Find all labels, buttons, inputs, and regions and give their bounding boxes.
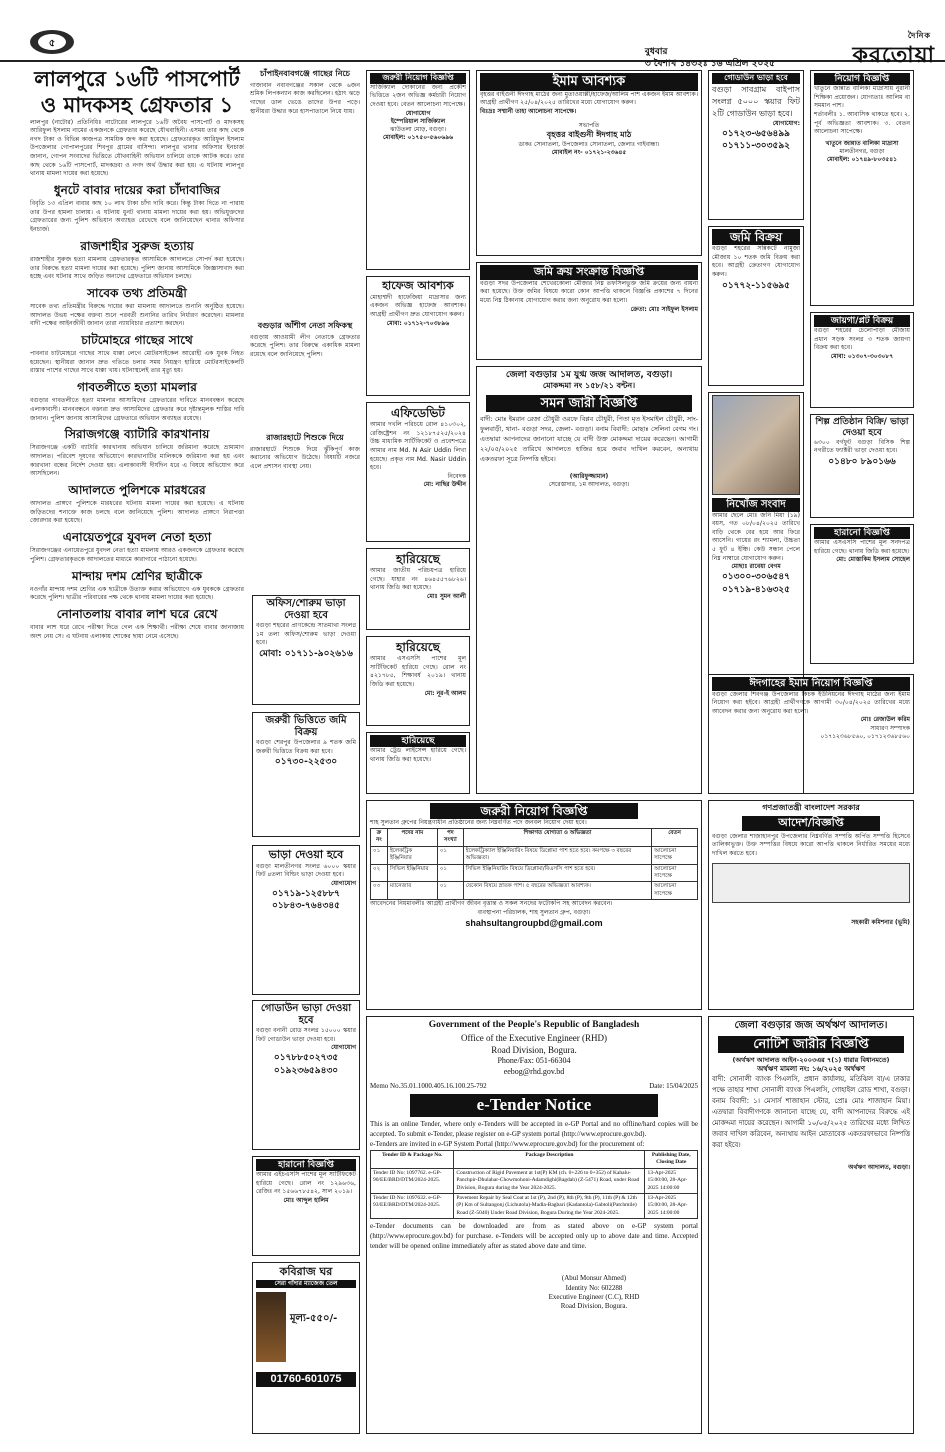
news-headline: এনায়েতপুরে যুবদল নেতা হত্যা — [62, 530, 212, 545]
table-row — [371, 1193, 698, 1218]
ad-phone: মোবা: ০১৩০৭-৩০৩০৮৭ — [830, 353, 894, 361]
issue-day: বুধবার — [644, 47, 668, 57]
ad-phone: মোবাইল: ০১৭৪৯-৮০৩৫৪১ — [826, 156, 897, 164]
table-header: Package Description — [454, 1150, 645, 1168]
table-row — [371, 864, 698, 882]
table-header: Tender ID & Package No. — [371, 1150, 454, 1168]
ad-title: নিখোঁজ সংবাদ — [712, 498, 800, 512]
ad-body: মোহাম্মদী হাফেজিয়া মাদ্রাসার জন্য একজন অভিজ্ঞ হাফেজ আবশ্যক। আগ্রহী প্রার্থীগণ দ্রুত যোগাযোগ করুন। — [370, 293, 466, 319]
ad-note: আবেদনের নিয়মাবলীঃ আগ্রহী প্রার্থীগণ জীবন বৃত্তান্ত ও সকল সনদের ফটোকপি সহ আবেদন করবেন। — [370, 900, 613, 908]
ad-title: কবিরাজ ঘর — [279, 1265, 333, 1278]
ad-sign: মো: নাছির উদ্দীন — [423, 481, 466, 489]
table-cell: ০১ — [437, 882, 463, 900]
table-cell: Tender ID No: 1097632. e-GP-93/EE/BRD/DTM/2024-2025. — [371, 1193, 454, 1218]
ad-phone: ০১৭২৩-৬৫৬৪৯৯ — [721, 128, 791, 139]
court-sub: (অর্থঋণ আদালত আইন-২০০৩এর ৭(১) ধারার বিধানমতে) — [732, 1056, 890, 1065]
ad-eidgah-imam — [708, 674, 914, 794]
ad-job-2 — [810, 70, 914, 306]
order-table — [712, 863, 910, 903]
ad-body: বগুড়া বনানী রোড সংলগ্ন ১৫০০০ স্কয়ার ফিট গোডাউন ভাড়া দেওয়া হবে। — [256, 1027, 356, 1043]
table-cell: ০৩ — [371, 882, 388, 900]
ad-phone: ০১৭৮৮৫০২৭৩৫ — [273, 1053, 339, 1064]
ad-phone: ০১৪৮০ ৮৯০১৬৬ — [828, 456, 896, 467]
ad-title: জরুরী ভিত্তিতে জমি বিক্রয় — [265, 715, 347, 738]
ad-sign-role: সেরেস্তাদার, ১ম আদালত, বগুড়া। — [548, 481, 630, 489]
ad-body: বগুড়া সাবগ্রাম বাইপাস সংলগ্ন ৫০০০ স্কয়ার ফিট ২টি গোডাউন ভাড়া হবে। — [712, 84, 800, 118]
ad-phone: মোবাইল নং- ০১৭২১-২৩৬৪৫ — [551, 148, 627, 156]
news-body: রাজশাহীর সুরুজ হত্যা মামলায় গ্রেফতারকৃত আসামিকে আদালতে সোপর্দ করা হয়েছে। তার বিরুদ্ধে হত্যা মামলা দায়ের করা হয়েছে। পুলিশ জানায় আসামিকে জিজ্ঞাসাবাদ করা হচ্ছে এবং ঘটনার সাথে জড়িত অন্যদের গ্রেফতারে অভিযান চলছে। — [30, 255, 244, 281]
ad-sign: ক্রেতা: মোঃ সাইফুল ইসলাম — [630, 305, 698, 313]
ad-sign-role: সাধারণ সম্পাদক — [870, 724, 910, 732]
page-number: ৫ — [48, 38, 56, 49]
ad-phone: মোবা: ০১৭১২-৭০৩৮৯৬ — [386, 319, 450, 327]
ad-body: আমার ছেলে মোঃ জনি মিয়া (১৯) বয়স, গত ০৮/০৪/২০২৫ তারিখে বাড়ি থেকে বের হয়ে আর ফিরে আসেনি। গায়ের রং শ্যামলা, উচ্চতা ৫ ফুট ৪ ইঞ্চি। কেউ সন্ধান পেলে নিম্ন নাম্বারে যোগাযোগ করুন। — [712, 511, 800, 562]
ad-office-rent — [252, 595, 360, 705]
table-header: শিক্ষাগত যোগ্যতা ও অভিজ্ঞতা — [463, 828, 651, 846]
tender-phone: Phone/Fax: 051-66304 — [497, 1056, 571, 1066]
tender-intro: This is an online Tender, where only e-Tenders will be accepted in e-GP Portal and no offline/hard copies will be accepted. To submit e-Tender, please register on e-GP system portal (http://www.eprocure.gov.bd). — [370, 1120, 698, 1138]
ad-title: হারানো বিজ্ঞপ্তি — [256, 1159, 356, 1171]
ad-industry — [810, 414, 914, 518]
news-body: সিরাজগঞ্জের এনায়েতপুরে যুবদল নেতা হত্যা মামলায় আরও একজনকে গ্রেফতার করেছে পুলিশ। গ্রেফতারকৃতকে আদালতের মাধ্যমে কারাগারে পাঠানো হয়েছে। — [30, 547, 244, 563]
ad-title: আদেশ/বিজ্ঞপ্তি — [742, 816, 880, 831]
tender-memo: Memo No.35.01.1000.405.16.100.25-792 — [370, 1081, 487, 1090]
ad-sign-label: সভাপতি — [578, 121, 600, 129]
ad-title: ইমাম আবশ্যক — [480, 73, 698, 91]
table-cell: সিভিল ইঞ্জিনিয়ারিং বিষয়ে ডিপ্লোমা/বিএসসি পাশ হতে হবে। — [463, 864, 651, 882]
ad-body: বৃহত্তর বাইগুনী ঈদগাহ মাঠের জন্য মুতাওয়াল্লী/হাফেজ/আলিম পাশ একজন ইমাম আবশ্যক। আগ্রহী প্রার্থীগণ ২৫/০৪/২০২৫ তারিখের মধ্যে যোগাযোগ করুন। — [480, 90, 698, 107]
ad-sign: মোছাঃ রাবেয়া বেগম — [731, 563, 781, 571]
ad-title: শিল্প প্রতিষ্ঠান বিক্রি/ ভাড়া দেওয়া হবে — [815, 417, 909, 438]
ad-body: বাদী: সোনালী ব্যাংক পিএলসি, প্রধান কার্যালয়, মতিঝিল বা/এ ঢাকার পক্ষে তাহার শাখা সোনালী ব্যাংক পিএলসি, গোহাইল রোড শাখা, বগুড়া। বনাম বিবাদী: ১। মেসার্স শাজাহান স্টোর, প্রোঃ মোঃ শাজাহান মিয়া। এতদ্বারা বিবাদীগণকে জানানো যাচ্ছে যে, বাদী আপনাদের বিরুদ্ধে এই মোকদ্দমা দায়ের করেছেন। আগামী ১০/০৫/২০২৫ তারিখের মধ্যে লিখিত জবাব দাখিল করিবেন, অন্যথায় আইন মোতাবেক একতরফাভাবে নিষ্পত্তি করা হইবে। — [712, 1075, 910, 1149]
ad-phone: ০১৭১৯-১২৫৮৮৭ — [271, 889, 341, 900]
news-headline: চাঁপাইনবাবগঞ্জে গাছের নিচে — [259, 69, 351, 78]
news-body: বগুড়ার গাবতলীতে হত্যা মামলার আসামিদের গ্রেফতারের দাবিতে মানববন্ধন করেছে এলাকাবাসী। মানববন্ধনে বক্তারা দ্রুত আসামিদের গ্রেফতার করে দৃষ্টান্তমূলক শাস্তির দাবি জানান। পুলিশ জানায় আসামিদের গ্রেফতারে অভিযান অব্যাহত রয়েছে। — [30, 397, 244, 422]
brand-small: দৈনিক — [907, 30, 931, 40]
ad-addr: ব্যবস্থাপনা পরিচালক, শাহ সুলতান গ্রুপ, বগুড়া। — [477, 908, 591, 916]
ad-body: সার্জিক্যাল দোকানের জন্য প্রকৌশ ভিত্তিতে ২জন অভিজ্ঞ কর্মচারী নিয়োগ দেওয়া হবে। বেতন আলোচনা সাপেক্ষে। — [370, 83, 466, 109]
ad-sign: মো: নূর-ই আলম — [424, 689, 466, 697]
news-headline: ধুনটে বাবার দায়ের করা চাঁদাবাজির — [53, 182, 221, 197]
news-headline: আদালতে পুলিশকে মারধরের — [68, 482, 206, 497]
ad-building-rent — [252, 845, 360, 995]
tender-sign-role: Executive Engineer (C.C), RHD — [548, 1292, 640, 1301]
news-body: রাজারহাটে শিশুকে দিয়ে ঝুঁকিপূর্ণ কাজ করানোর অভিযোগ উঠেছে। বিষয়টি নজরে এলে প্রশাসন ব্যবস্থা নেয়। — [250, 445, 360, 471]
ad-body: বাদী: মোঃ ইমরান রেজা চৌধুরী ওরফে বিপ্লব চৌধুরী, পিতা মৃত ইসমাইল চৌধুরী, সাং- ফুলবাড়ী, থানা- বগুড়া সদর, জেলা- বগুড়া। বনাম বিবাদী: মোছাঃ সেলিনা বেগম গং। এতদ্বারা আপনাদের জানানো যাচ্ছে যে বাদী উক্ত মোকদ্দমা দায়ের করেছেন। আগামী ২২/০৫/২০২৫ তারিখে আদালতে হাজির হয়ে জবাব দাখিল করবেন, অন্যথায় একতরফা সূত্রে নিষ্পত্তি হইবে। — [480, 415, 698, 464]
ad-body: ৬৩০০ বর্গফুট বগুড়া বিসিক শিল্প নগরীতে ফ্যাক্টরী ভাড়া দেওয়া হবে। — [814, 438, 910, 455]
ad-sign-label: নিবেদক — [447, 473, 466, 481]
ad-addr: ঝাউতলা মোড়, বগুড়া। — [389, 125, 446, 133]
ad-body: আমার এসএসসি পাশের মূল সার্টিফিকেট হারিয়ে গেছে। রোল নং ৪২১৭৮৫, শিক্ষাবর্ষ ২০১৯। থানায় জিডি করা হয়েছে। — [370, 655, 466, 689]
missing-person-photo — [712, 395, 800, 495]
ad-title: এফিডেভিট — [391, 406, 445, 420]
page-number-icon — [28, 28, 76, 56]
ad-contact-label: যোগাযোগ: — [772, 119, 800, 127]
ad-title: e-Tender Notice — [410, 1094, 658, 1117]
ad-contact-label: যোগাযোগ — [331, 1044, 356, 1052]
ad-body: বগুড়া শহরের সন্নিকটে নামুজা মৌজায় ১০ শতক জমি বিক্রয় করা হবে। আগ্রহী ক্রেতাগণ যোগাযোগ করুন। — [712, 245, 800, 279]
court-name: জেলা বগুড়ার জজ অর্থঋণ আদালত। — [734, 1020, 888, 1031]
ad-title: জমি বিক্রয় — [712, 229, 800, 245]
table-cell: ০১ — [371, 846, 388, 864]
table-cell: Pavement Repair by Seal Coat at 1st (P), 2nd (P), 8th (P), 9th (P), 11th (P) & 12th (P) Km of Sultangonj (Lichutola)-Madla-Bagbari (Kadantola)-Gabtoli(Patchmile) Road (Z-5040) Under Road Division, Bogura During the Year 2024-2025. — [454, 1193, 645, 1218]
news-headline: চাটমোহরে গাছের সাথে — [81, 332, 193, 347]
ad-phone: ০১৭১২৩৬৮৫৬০, ০১৭১২৩৬৮৫৬০ — [820, 732, 910, 740]
ad-phone: মোবা: ০১৭১১-৯০২৬১৬ — [259, 648, 353, 659]
ad-phone: ০১৭৭২-১১৫৬৯৫ — [721, 280, 791, 291]
court-case: অর্থঋণ মামলা নং: ১৬/২০২৫ অর্থঋণ — [757, 1064, 865, 1073]
ad-land-purchase — [476, 262, 702, 360]
table-header: Publishing Date, Closing Date — [645, 1150, 698, 1168]
ad-company: ইম্পেরিয়াল সার্জিক্যাল — [390, 117, 446, 125]
ad-etender — [366, 1016, 702, 1434]
lead-headline: লালপুরে ১৬টি পাসপোর্ট ও মাদকসহ গ্রেফতার ১ — [34, 67, 240, 118]
table-cell: ইলেকট্রিক্যাল ইঞ্জিনিয়ারিং বিষয়ে ডিপ্লোমা পাশ হতে হবে। কমপক্ষে ৩ বছরের অভিজ্ঞতা। — [463, 846, 651, 864]
court-case: মোকদ্দমা নং ১৫৮/২১ বন্টন। — [542, 381, 636, 391]
ad-lost-2 — [366, 636, 470, 726]
ad-body: আমার জাতীয় পরিচয়পত্র হারিয়ে গেছে। যাহার নং ৪৬৪৫৫৭৬৮২৬। থানায় জিডি করা হয়েছে। — [370, 567, 466, 592]
news-headline: গাবতলীতে হত্যা মামলার — [77, 380, 197, 395]
table-cell: আলোচনা সাপেক্ষে — [652, 882, 698, 900]
ad-govt-order — [708, 800, 914, 1010]
news-headline: রাজারহাটে শিশুকে দিয়ে — [266, 433, 344, 442]
news-body: আদালত প্রাঙ্গণে পুলিশকে মারধরের ঘটনায় মামলা দায়ের করা হয়েছে। এ ঘটনায় জড়িতদের শনাক্তে কাজ চলছে বলে জানিয়েছে পুলিশ। আদালত প্রাঙ্গণে নিরাপত্তা জোরদার করা হয়েছে। — [30, 500, 244, 525]
issue-date — [645, 46, 775, 70]
ad-imam — [476, 70, 702, 256]
tender-office: Office of the Executive Engineer (RHD) — [460, 1032, 608, 1043]
ad-body: বগুড়া শহরের প্রাণকেন্দ্রে সাতমাথা সংলগ্ন ১ম তলা অফিস/শোরুম ভাড়া দেওয়া হবে। — [256, 622, 356, 647]
ad-phone: 01760-601075 — [256, 1372, 356, 1387]
ad-land-sale — [708, 226, 804, 386]
news-body: সিরাজগঞ্জে একটি ব্যাটারি কারখানায় অভিযান চালিয়ে জরিমানা করেছে ভ্রাম্যমাণ আদালত। পরিবেশ দূষণের অভিযোগে কারখানাটির মালিককে জরিমানা করা হয় এবং কারখানা বন্ধের নির্দেশ দেওয়া হয়। এলাকাবাসী দীর্ঘদিন ধরে এ বিষয়ে অভিযোগ করে আসছিলেন। — [30, 444, 244, 478]
ad-body: বগুড়া শেরপুর উপজেলার ৯ শতক জমি জরুরী ভিত্তিতে বিক্রয় করা হবে। — [256, 739, 356, 755]
tender-sign-div: Road Division, Bogura. — [560, 1302, 628, 1311]
ad-title: হারানো বিজ্ঞপ্তি — [814, 527, 910, 539]
tender-date: Date: 15/04/2025 — [649, 1081, 698, 1090]
ad-land-urgent — [252, 712, 360, 837]
ad-title: জরুরী নিয়োগ বিজ্ঞপ্তি — [370, 73, 466, 84]
ad-title: ভাড়া দেওয়া হবে — [268, 848, 344, 861]
lead-body: লালপুর (নাটোর) প্রতিনিধিঃ নাটোরের লালপুরে ১৬টি অবৈধ পাসপোর্ট ও মাদকসহ আরিফুল ইসলাম নামের একজনকে গ্রেফতার করেছে যৌথবাহিনী। এসময় তার কাছ থেকে নগদ টাকা ও বিভিন্ন কাজপত্র সাময়িক জব্দ করা হয়েছে। গ্রেফতারকৃত আরিফুল ইসলাম উপজেলার গোপালপুরের শিবপুর গ্রামের বাসিন্দা। লালপুর থানার অফিসার ইনচার্জ জানান, গোপন সংবাদের ভিত্তিতে যৌথবাহিনী অভিযান চালিয়ে তাকে আটক করে। তার কাছ থেকে ১৬টি পাসপোর্ট, মাদকদ্রব্য ও নগদ অর্থ উদ্ধার করা হয়। এ ঘটনায় লালপুর থানায় মামলা দায়ের করা হয়েছে। — [30, 118, 244, 178]
table-row — [371, 1168, 698, 1193]
ad-title-top: গণপ্রজাতন্ত্রী বাংলাদেশ সরকার — [762, 803, 860, 812]
ad-body: শাহ সুলতান গ্রুপের নিয়ন্ত্রণাধীন প্রতিষ্ঠানের জন্য নিম্নবর্ণিত পদে জনবল নিয়োগ দেয়া হবে। — [370, 819, 587, 827]
ad-title: গোডাউন ভাড়া হবে — [712, 73, 800, 84]
ad-addr: মালতীনগর, বগুড়া — [839, 148, 885, 156]
table-cell: যেকোন বিষয়ে স্নাতক পাশ। ৫ বছরের অভিজ্ঞতা আবশ্যক। — [463, 882, 651, 900]
news-body: গাজাবান নবাবগঞ্জের সকাল থেকে ৬জন শ্রমিক লিপকন্যান কাজ করছিলেন। হঠাৎ ঝড়ে গাছের ডাল ভেঙে তাদের উপর পড়ে। স্থানীয়রা উদ্ধার করে হাসপাতালে নিয়ে যায়। — [250, 81, 360, 115]
oil-bottle-icon — [256, 1292, 286, 1362]
news-headline: মান্দায় দশম শ্রেণির ছাত্রীকে — [71, 568, 203, 583]
table-header: ক্র নং — [371, 828, 388, 846]
table-header: বেতন — [652, 828, 698, 846]
table-cell: ম্যানেজার — [387, 882, 437, 900]
ad-body: আমার এইচএসসি পাশের মূল সার্টিফিকেট হারিয়ে গেছে। রোল নং ১২৯৬৩৬, রেজিঃ নং ১৫৬৬৭৮৫৪২, সাল ২০১৯। — [256, 1171, 356, 1196]
news-headline: সাবেক তথ্য প্রতিমন্ত্রী — [87, 285, 187, 300]
ad-phone: ০১৭১৯-৪১৬৩২৫ — [721, 584, 791, 595]
ad-sign: মো: মোস্তাকিম ইসলাম সোহেল — [836, 556, 910, 564]
table-header: পদের নাম — [387, 828, 437, 846]
ad-body: বগুড়া শহরের চেলোপাড়া মৌজায় প্রধান সড়ক সংলগ্ন ৩ শতক জায়গা বিক্রয় করা হবে। — [814, 327, 910, 352]
ad-price: মূল্য-৫৫০/- — [290, 1312, 338, 1324]
ad-req: শর্তাবলীঃ ১. আবাসিক থাকতে হবে। ২. পূর্ব অভিজ্ঞতা আবশ্যক। ৩. বেতন আলোচনা সাপেক্ষে। — [814, 111, 910, 136]
table-cell: Construction of Rigid Pavement at 1st(P) KM (ch. 0+226 to 0+352) of Kahalu-Panchpir-Dhulahar-Chowmohoni-Adamdighi(Bagdah) (Z-5471) Road, under Road Division, Bogura during the Year 2024-2025. — [454, 1168, 645, 1193]
news-body: বগুড়ায় আওয়ামী লীগ নেতাকে গ্রেফতার করেছে পুলিশ। তার বিরুদ্ধে একাধিক মামলা রয়েছে বলে জানিয়েছে পুলিশ। — [250, 333, 360, 359]
ad-lost-5 — [810, 524, 914, 664]
news-headline: রাজশাহীর সুরুজ হত্যায় — [80, 238, 194, 253]
ad-affidavit — [366, 402, 470, 542]
ad-hafez — [366, 276, 470, 396]
table-cell: ০২ — [371, 864, 388, 882]
table-cell: ০১ — [437, 846, 463, 864]
ad-phone: ০১৭৩০-২২৫৩০ — [274, 757, 338, 768]
tender-email: eebog@rhd.gov.bd — [503, 1066, 565, 1076]
table-cell: 13-Apr-2025 15:00:00, 28-Apr-2025 14:00:00 — [645, 1168, 698, 1193]
tender-table — [370, 1150, 698, 1219]
ad-title: গোডাউন ভাড়া দেওয়া হবে — [260, 1003, 352, 1026]
job-table — [370, 828, 698, 900]
ad-addr: ডাকঃ সোনাতলা, উপজেলাঃ সোনাতলা, জেলাঃ গাইবান্ধা। — [518, 140, 660, 148]
tender-footer: e-Tender documents can be downloaded are from as stated above on e-GP system portal (http://www.eprocure.gov.bd) for purchase. e-Tenders will be accepted only up to above date and time. Accepted tender will be opened online immediately after as stated above date and time. — [370, 1222, 698, 1251]
col2-news-low — [250, 430, 360, 550]
news-headline: বগুড়ার আঁশীগ নেতা সফিকস্থ — [257, 321, 353, 330]
ad-note: বিঃদ্রঃ সম্মানী তাহা আলোচনা সাপেক্ষে। — [480, 107, 577, 115]
ad-body: বগুড়া জেলার শিবগঞ্জ উপজেলার কিচক ইউনিয়নের ঈদগাহ মাঠের জন্য ইমাম নিয়োগ করা হইবে। আগ্রহী প্রার্থীগণকে আগামী ৩০/০৪/২০২৫ তারিখের মধ্যে আবেদন করার জন্য অনুরোধ করা হলো। — [712, 690, 910, 715]
ad-sign: সহকারী কমিশনার (ভূমি) — [851, 918, 910, 926]
table-cell: Tender ID No: 1097762. e-GP-90/EE/BRD/DTM/2024-2025. — [371, 1168, 454, 1193]
ad-court-summon — [476, 366, 702, 794]
tender-intro2: e-Tenders are invited in e-GP System Portal (http://www.eprocure.gov.bd) for the procurement of: — [370, 1139, 645, 1148]
news-body: বিবৃতি ১৩ এপ্রিল বাবার কাছ ১০ লাখ টাকা চাঁদা দাবি করে। কিন্তু টাকা দিতে না পারায় তার উপর হামলা চালায়। এ ঘটনায় ধুনট থানায় মামলা দায়ের করা হয়। অভিযুক্তদের গ্রেফতারের জন্য পুলিশ অভিযান অব্যাহত রেখেছে বলে জানিয়েছেন থানার অফিসার ইনচার্জ। — [30, 200, 244, 234]
ad-sign: মোঃ সুমন আলী — [427, 593, 466, 601]
news-headline: নোনাতলায় বাবার লাশ ঘরে রেখে — [56, 606, 218, 621]
ad-title: নোটিশ জারীর বিজ্ঞপ্তি — [718, 1036, 904, 1054]
table-header: পদ সংখ্যা — [437, 828, 463, 846]
ad-sign: মোঃ রেজাউল করিম — [860, 716, 910, 724]
ad-phone: ০১৮৪৩-৭৬৪৩৪৫ — [271, 901, 341, 912]
ad-job-1 — [366, 70, 470, 270]
ad-body: খাতুনে জান্নাত বালিকা মাদ্রাসায় নুরানী শিক্ষিকা প্রয়োজন। যোগ্যতাঃ আলিম বা সমমান পাশ। — [814, 85, 910, 110]
tender-gov: Government of the People's Republic of Bangladesh — [428, 1020, 640, 1030]
ad-court-notice — [708, 1016, 914, 1434]
ad-body: বগুড়া মালতীনগর সংলগ্ন ৬০০০ স্কয়ার ফিট ৪তলা বিল্ডিং ভাড়া দেওয়া হবে। — [256, 862, 356, 879]
table-cell: সিভিল ইঞ্জিনিয়ার — [387, 864, 437, 882]
ad-title: হারিয়েছে — [370, 735, 466, 747]
ad-lost-1 — [366, 548, 470, 630]
ad-title: জায়গা/প্লট বিক্রয় — [814, 315, 910, 327]
table-cell: ইলেকট্রিক ইঞ্জিনিয়ার — [387, 846, 437, 864]
masthead — [0, 0, 945, 70]
ad-contact-label: যোগাযোগ — [405, 109, 431, 117]
issue-date-text: ৩ বৈশাখ ১৪৩২ঃ ১৬ এপ্রিল ২০২৫ — [644, 59, 775, 70]
ad-title: সমন জারী বিজ্ঞপ্তি — [486, 395, 692, 413]
ad-sign: মোঃ আব্দুল হালিম — [283, 1197, 329, 1205]
ad-godown-2 — [252, 1000, 360, 1150]
ad-title: হাফেজ আবশ্যক — [382, 279, 454, 292]
news-body: সাবেক তথ্য প্রতিমন্ত্রীর বিরুদ্ধে দায়ের করা মামলায় আদালতে শুনানি অনুষ্ঠিত হয়েছে। আদালত উভয় পক্ষের বক্তব্য শুনে পরবর্তী শুনানির তারিখ নির্ধারণ করেছেন। মামলার বাদী পক্ষের আইনজীবী জানান তারা ন্যায়বিচার প্রত্যাশা করছেন। — [30, 303, 244, 328]
ad-godown-1 — [708, 70, 804, 220]
ad-title: হারিয়েছে — [396, 552, 440, 566]
col2-news-mid — [250, 318, 360, 408]
tender-sign: (Abul Monsur Ahmed) — [561, 1274, 627, 1283]
ad-body: আমার এসএসসি পাশের মূল সনদপত্র হারিয়ে গেছে। থানায় জিডি করা হয়েছে। — [814, 539, 910, 555]
ad-email: shahsultangroupbd@gmail.com — [465, 917, 603, 928]
ad-sign: অর্থঋণ আদালত, বগুড়া। — [848, 1164, 910, 1172]
ad-phone: ০১৭১১-৩০৩৫৯২ — [721, 141, 791, 152]
table-row — [371, 846, 698, 864]
news-body: পাবনার চাটমোহরে গাছের সাথে ধাক্কা লেগে মোটরসাইকেল আরোহী এক যুবক নিহত হয়েছেন। স্থানীয়রা জানান দ্রুত গতিতে চলার সময় নিয়ন্ত্রণ হারিয়ে মোটরসাইকেলটি রাস্তার পাশের গাছের সাথে ধাক্কা খায়। ঘটনাস্থলেই তার মৃত্যু হয়। — [30, 350, 244, 375]
ad-title: নিয়োগ বিজ্ঞপ্তি — [814, 73, 910, 85]
brand-logo — [852, 30, 935, 70]
ad-job-3 — [366, 800, 702, 1010]
table-cell: আলোচনা সাপেক্ষে — [652, 846, 698, 864]
news-body: নওগাঁর মান্দায় দশম শ্রেণির এক ছাত্রীকে উত্যক্ত করার অভিযোগে এক যুবককে গ্রেফতার করেছে পুলিশ। ছাত্রীর পরিবারের পক্ষ থেকে থানায় মামলা দায়ের করা হয়েছে। — [30, 585, 244, 602]
news-column — [30, 66, 244, 1438]
ad-lost-3 — [366, 732, 470, 794]
table-row — [371, 882, 698, 900]
table-cell: আলোচনা সাপেক্ষে — [652, 864, 698, 882]
ad-sub: সেরা গাঁদার ম্যাজেজ তেল — [256, 1280, 356, 1288]
ad-contact-label: যোগাযোগ — [331, 880, 356, 888]
court-name: জেলা বগুড়ার ১ম যুগ্ম জজ আদালত, বগুড়া। — [505, 370, 673, 380]
tender-road: Road Division, Bogura. — [491, 1044, 577, 1055]
tender-sign-id: Identity No: 602288 — [565, 1283, 623, 1292]
ad-title: হারিয়েছে — [396, 640, 440, 654]
ad-title: ঈদগাহের ইমাম নিয়োগ বিজ্ঞপ্তি — [712, 677, 910, 691]
ad-title: অফিস/শোরুম ভাড়া দেওয়া হবে — [266, 598, 346, 621]
ad-title: জমি ক্রয় সংক্রান্ত বিজ্ঞপ্তি — [480, 265, 698, 280]
ad-title: জরুরী নিয়োগ বিজ্ঞপ্তি — [430, 803, 638, 819]
table-cell: 13-Apr-2025 15:00:00, 28-Apr-2025 14:00:00 — [645, 1193, 698, 1218]
ad-phone: ০১৯২৩৬৫৯৪৩০ — [273, 1065, 339, 1076]
news-body: বাবার লাশ ঘরে রেখে পরীক্ষা দিতে গেল এক শিক্ষার্থী। পরীক্ষা শেষে বাবার জানাজায় অংশ নেয় সে। এ ঘটনায় এলাকায় শোকের ছায়া নেমে এসেছে। — [30, 624, 244, 640]
ad-body: আমার ট্রেড লাইসেন্স হারিয়ে গেছে। থানায় জিডি করা হয়েছে। — [370, 747, 466, 763]
ad-body: বগুড়া সদর উপজেলার শেখেরকোলা মৌজার নিম্ন তফসিলভুক্ত জমি ক্রয়ের জন্য বায়না করা হয়েছে। উক্ত জমির বিষয়ে কারো কোন আপত্তি থাকলে বিজ্ঞপ্তি প্রকাশের ৭ দিনের মধ্যে নিম্ন ঠিকানায় যোগাযোগ করার জন্য অনুরোধ করা হলো। — [480, 279, 698, 305]
ad-kabiraj — [252, 1262, 360, 1434]
news-headline: সিরাজগঞ্জে ব্যাটারি কারখানায় — [64, 427, 210, 442]
ad-phone: মোবাইল: ০১৭৫০-৫৬০৬৯৬ — [382, 134, 454, 141]
table-cell: ০১ — [437, 864, 463, 882]
ad-plot-sale — [810, 312, 914, 408]
ad-body: আমার দখলি পরিচয়ে রোল ৪১০৩০২, রেজিষ্ট্রেশন নং ১২১৮৭৫২৫/২০২৪ উচ্চ মাধ্যমিক সার্টিফিকেট ও প্রবেশপত্রে আমার নাম Md. N Asir Uddin লিখা হয়েছে। প্রকৃত নাম Md. Nasir Uddin হবে। — [370, 421, 466, 472]
ad-phone: ০১৩০০-৩০৬৫৪৭ — [721, 572, 791, 583]
ad-body: বগুড়া জেলার শাজাহানপুর উপজেলার নিম্নবর্ণিত সম্পত্তি অর্পিত সম্পত্তি হিসেবে তালিকাভুক্ত। উক্ত সম্পত্তির বিষয়ে কারো আপত্তি থাকলে নির্ধারিত সময়ের মধ্যে দাখিল করতে হবে। — [712, 832, 910, 857]
ad-sign: বৃহত্তর বাইগুনী ঈদগাহ মাঠ — [546, 130, 632, 140]
ad-lost-4 — [252, 1156, 360, 1256]
ad-sign: (আরিফুজ্জামান) — [569, 473, 609, 481]
ad-org: খাতুনে জান্নাত বালিকা মাদ্রাসা — [825, 139, 899, 147]
brand-name: করতোয়া — [852, 41, 935, 68]
